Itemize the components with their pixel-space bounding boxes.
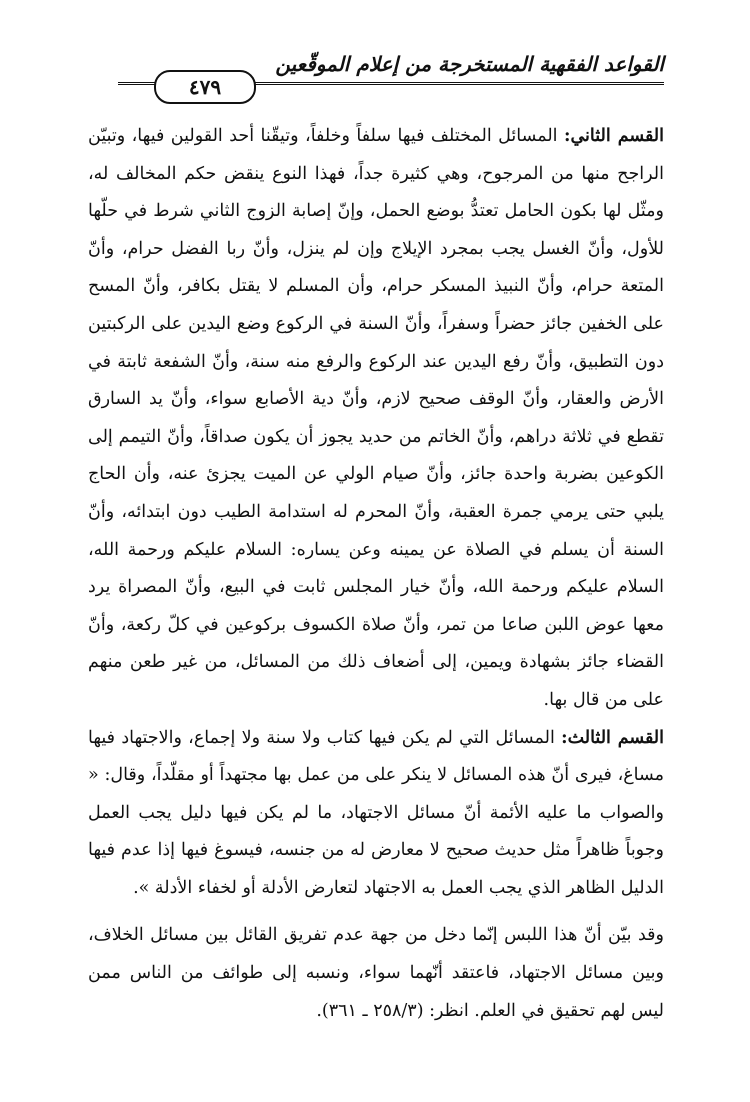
page-number: ٤٧٩ (154, 70, 256, 104)
running-title: القواعد الفقهية المستخرجة من إعلام الموقّعين (275, 52, 664, 76)
section-3-text: المسائل التي لم يكن فيها كتاب ولا سنة ولا إجماع، والاجتهاد فيها مساغ، فيرى أنّ هذه المسائل لا ينكر على من عمل بها مجتهداً أو مقلّداً، وقال: « والصواب ما عليه الأئمة أنّ مسائل الاجتهاد، ما لم يكن فيها دليل يجب العمل وجوباً ظاهراً مثل حديث صحيح لا معارض له من جنسه، فيسوغ فيها إذا عدم فيها الدليل الظاهر الذي يجب العمل به الاجتهاد لتعارض الأدلة أو لخفاء الأدلة ». (88, 727, 664, 898)
section-2-text: المسائل المختلف فيها سلفاً وخلفاً، وتيقّنا أحد القولين فيها، وتبيّن الراجح منها من المرجوح، وهي كثيرة جداً، فهذا النوع ينقض حكم المخالف له، ومثّل لها بكون الحامل تعتدُّ بوضع الحمل، وإنّ إصابة الزوج الثاني شرط في حلّها للأول، وأنّ الغسل يجب بمجرد الإيلاج وإن لم ينزل، وأنّ ربا الفضل حرام، وأنّ المتعة حرام، وأنّ النبيذ المسكر حرام، وأن المسلم لا يقتل بكافر، وأنّ المسح على الخفين جائز حضراً وسفراً، وأنّ السنة في الركوع وضع اليدين على الركبتين دون التطبيق، وأنّ رفع اليدين عند الركوع والرفع منه سنة، وأنّ الشفعة ثابتة في الأرض والعقار، وأنّ الوقف صحيح لازم، وأنّ دية الأصابع سواء، وأنّ يد السارق تقطع في ثلاثة دراهم، وأنّ الخاتم من حديد يجوز أن يكون صداقاً، وأنّ التيمم إلى الكوعين بضربة واحدة جائز، وأنّ صيام الولي عن الميت يجزئ عنه، وأن الحاج يلبي حتى يرمي جمرة العقبة، وأنّ المحرم له استدامة الطيب دون ابتدائه، وأنّ السنة أن يسلم في الصلاة عن يمينه وعن يساره: السلام عليكم ورحمة الله، السلام عليكم ورحمة الله، وأنّ خيار المجلس ثابت في البيع، وأنّ المصراة يرد معها عوض اللبن صاعا من تمر، وأنّ صلاة الكسوف بركوعين في كلّ ركعة، وأنّ القضاء جائز بشهادة ويمين، إلى أضعاف ذلك من المسائل، من غير طعن منهم على من قال بها. (88, 126, 664, 710)
paragraph-gap (88, 907, 664, 917)
page-header (118, 42, 664, 99)
section-3-paragraph (88, 720, 664, 908)
section-2-label: القسم الثاني: (564, 126, 664, 146)
page-body (88, 118, 664, 1030)
closing-paragraph: وقد بيّن أنّ هذا اللبس إنّما دخل من جهة عدم تفريق القائل بين مسائل الخلاف، وبين مسائل الاجتهاد، فاعتقد أنّهما سواء، ونسبه إلى طوائف من الناس ممن ليس لهم تحقيق في العلم. انظر: (٢٥٨/٣ ـ ٣٦١). (88, 925, 664, 1021)
section-2-paragraph (88, 118, 664, 720)
section-3-label: القسم الثالث: (561, 727, 665, 748)
